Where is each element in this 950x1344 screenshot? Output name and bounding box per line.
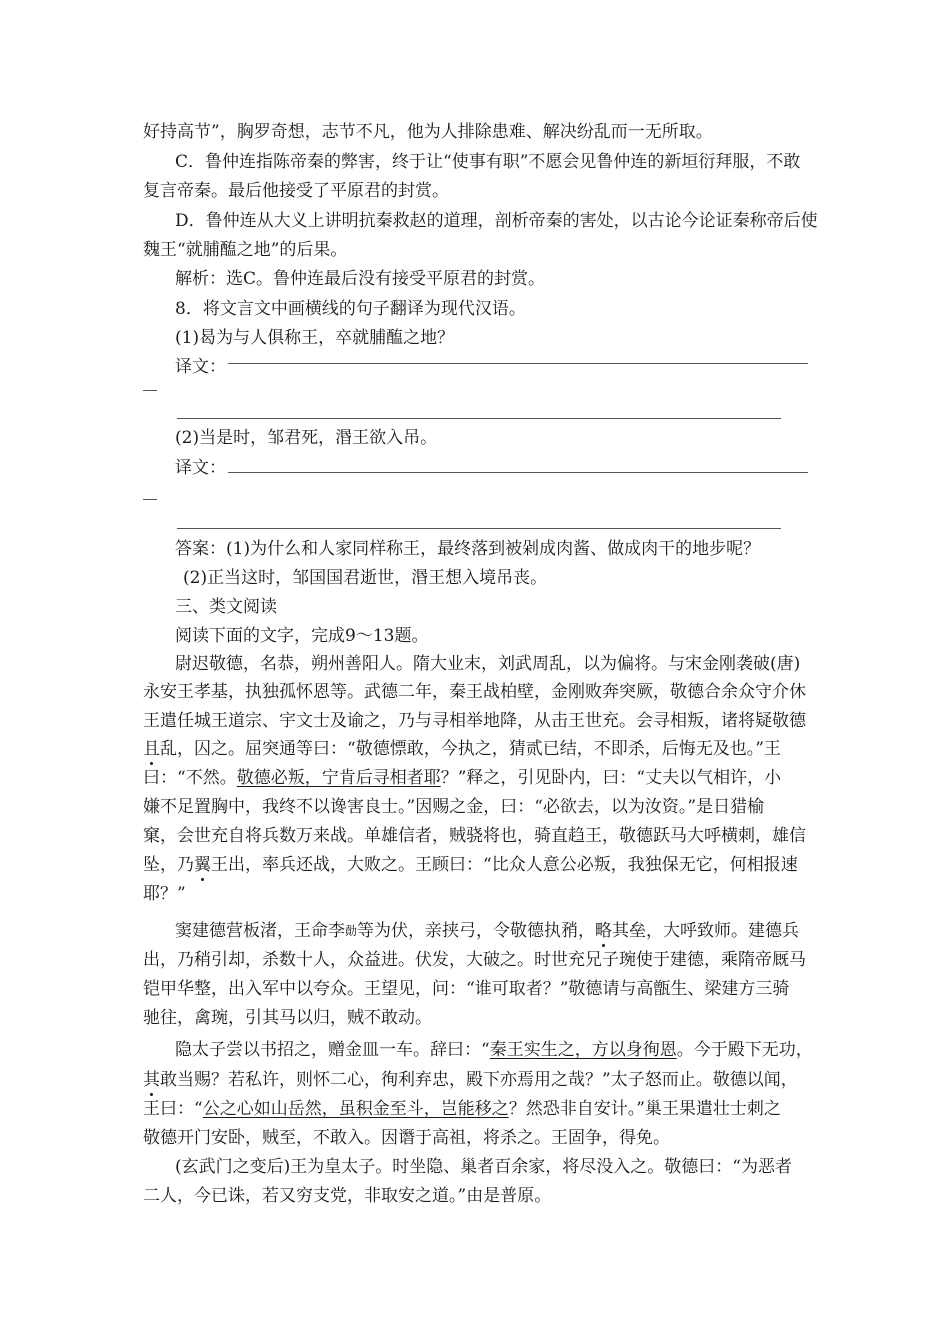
instruction-line: 阅读下面的文字，完成9～13题。 [175, 626, 429, 646]
answer-blank [228, 472, 808, 473]
answer-line: (2)正当这时，邹国国君逝世，湣王想入境吊丧。 [183, 568, 548, 588]
answer-blank [228, 363, 808, 364]
question-8: 8．将文言文中画横线的句子翻译为现代汉语。 [175, 299, 526, 319]
passage-line: 出，乃稍引却，杀数十人，众益进。伏发，大破之。时世充兄子琬使于建德，乘隋帝厩马 [143, 950, 806, 970]
dotted-character: 略 [595, 921, 613, 941]
dotted-character: 翼 [194, 855, 211, 875]
analysis-line: 解析：选C。鲁仲连最后没有接受平原君的封赏。 [175, 269, 546, 289]
passage-line: 铠甲华整，出入军中以夸众。王望见，问：“谁可取者？”敬德请与高甑生、梁建方三骑 [143, 979, 790, 999]
translation-label: 译文： [175, 458, 226, 478]
question-8-1: (1)曷为与人俱称王，卒就脯醢之地？ [175, 328, 455, 348]
underlined-sentence: 敬德必叛，宁肯后寻相者耶 [236, 768, 441, 788]
dotted-character: 且 [143, 739, 160, 759]
answer-blank [143, 499, 157, 500]
passage-line: 驰往，禽琬，引其马以归，贼不敢动。 [143, 1008, 432, 1028]
passage-line: 隐太子尝以书招之，赠金皿一车。辞曰：“秦王实生之，方以身徇恩。今于殿下无功， [175, 1040, 813, 1060]
passage-line: 敬德开门安卧，贼至，不敢入。因谮于高祖，将杀之。王固争，得免。 [143, 1128, 670, 1148]
answer-blank [177, 528, 781, 529]
option-d-line: D．鲁仲连从大义上讲明抗秦救赵的道理，剖析帝秦的害处，以古论今论证秦称帝后使 [175, 211, 818, 231]
passage-line: 嫌不足置胸中，我终不以谗害良士。”因赐之金，曰：“必欲去，以为汝资。”是日猎榆 [143, 797, 765, 817]
answer-line: 答案：(1)为什么和人家同样称王，最终落到被剁成肉酱、做成肉干的地步呢？ [175, 539, 761, 559]
translation-label: 译文： [175, 357, 226, 377]
passage-line: 窦建德营板渚，王命李$^勣$等为伏，亲挟弓，令敬德执矟，略其垒，大呼致师。建德兵 [175, 921, 800, 941]
passage-line: 且乱，囚之。屈突通等曰：“敬德慓敢，今执之，猜贰已结，不即杀，后悔无及也。”王 [143, 739, 781, 759]
passage-line: 其敢当赐？若私许，则怀二心，徇利弃忠，殿下亦焉用之哉？”太子怒而止。敬德以闻， [143, 1070, 798, 1090]
underlined-sentence: 公之心如山岳然，虽积金至斗，岂能移之 [202, 1099, 509, 1119]
passage-line: 坠，乃翼王出，率兵还战，大败之。王顾曰：“比众人意公必叛，我独保无它，何相报速 [143, 855, 798, 875]
text-line: 魏王“就脯醢之地”的后果。 [143, 240, 348, 260]
option-c-line: C．鲁仲连指陈帝秦的弊害，终于让“使事有职”不愿会见鲁仲连的新垣衍拜服，不敢 [175, 152, 801, 172]
answer-blank [177, 418, 781, 419]
passage-line: (玄武门之变后)王为皇太子。时坐隐、巢者百余家，将尽没入之。敬德曰：“为恶者 [175, 1157, 792, 1177]
dotted-character: 其 [143, 1070, 160, 1090]
question-8-2: (2)当是时，邹君死，湣王欲入吊。 [175, 428, 438, 448]
passage-line: 王遣任城王道宗、宇文士及谕之，乃与寻相举地降，从击王世充。会寻相叛，诸将疑敬德 [143, 711, 806, 731]
rare-character: 勣 [345, 924, 358, 938]
passage-line: 二人，今已诛，若又穷支党，非取安之道。”由是普原。 [143, 1186, 552, 1206]
underlined-sentence: 秦王实生之，方以身徇恩 [489, 1040, 677, 1060]
passage-line: 王曰：“公之心如山岳然，虽积金至斗，岂能移之？然恐非自安计。”巢王果遣壮士刺之 [143, 1099, 781, 1119]
passage-line: 耶？” [143, 884, 186, 904]
text-line: 好持高节”，胸罗奇想，志节不凡，他为人排除患难、解决纷乱而一无所取。 [143, 122, 713, 142]
passage-line: 尉迟敬德，名恭，朔州善阳人。隋大业末，刘武周乱，以为偏将。与宋金刚袭破(唐) [175, 654, 801, 674]
answer-blank [143, 390, 157, 391]
passage-line: 窠，会世充自将兵数万来战。单雄信者，贼骁将也，骑直趋王，敬德跃马大呼横刺，雄信 [143, 826, 806, 846]
text-line: 复言帝秦。最后他接受了平原君的封赏。 [143, 181, 449, 201]
passage-line: 曰：“不然。敬德必叛，宁肯后寻相者耶？”释之，引见卧内，曰：“丈夫以气相许，小 [143, 768, 782, 788]
section-heading: 三、类文阅读 [175, 597, 277, 617]
passage-line: 永安王孝基，执独孤怀恩等。武德二年，秦王战柏壁，金刚败奔突厥，敬德合余众守介休 [143, 682, 806, 702]
